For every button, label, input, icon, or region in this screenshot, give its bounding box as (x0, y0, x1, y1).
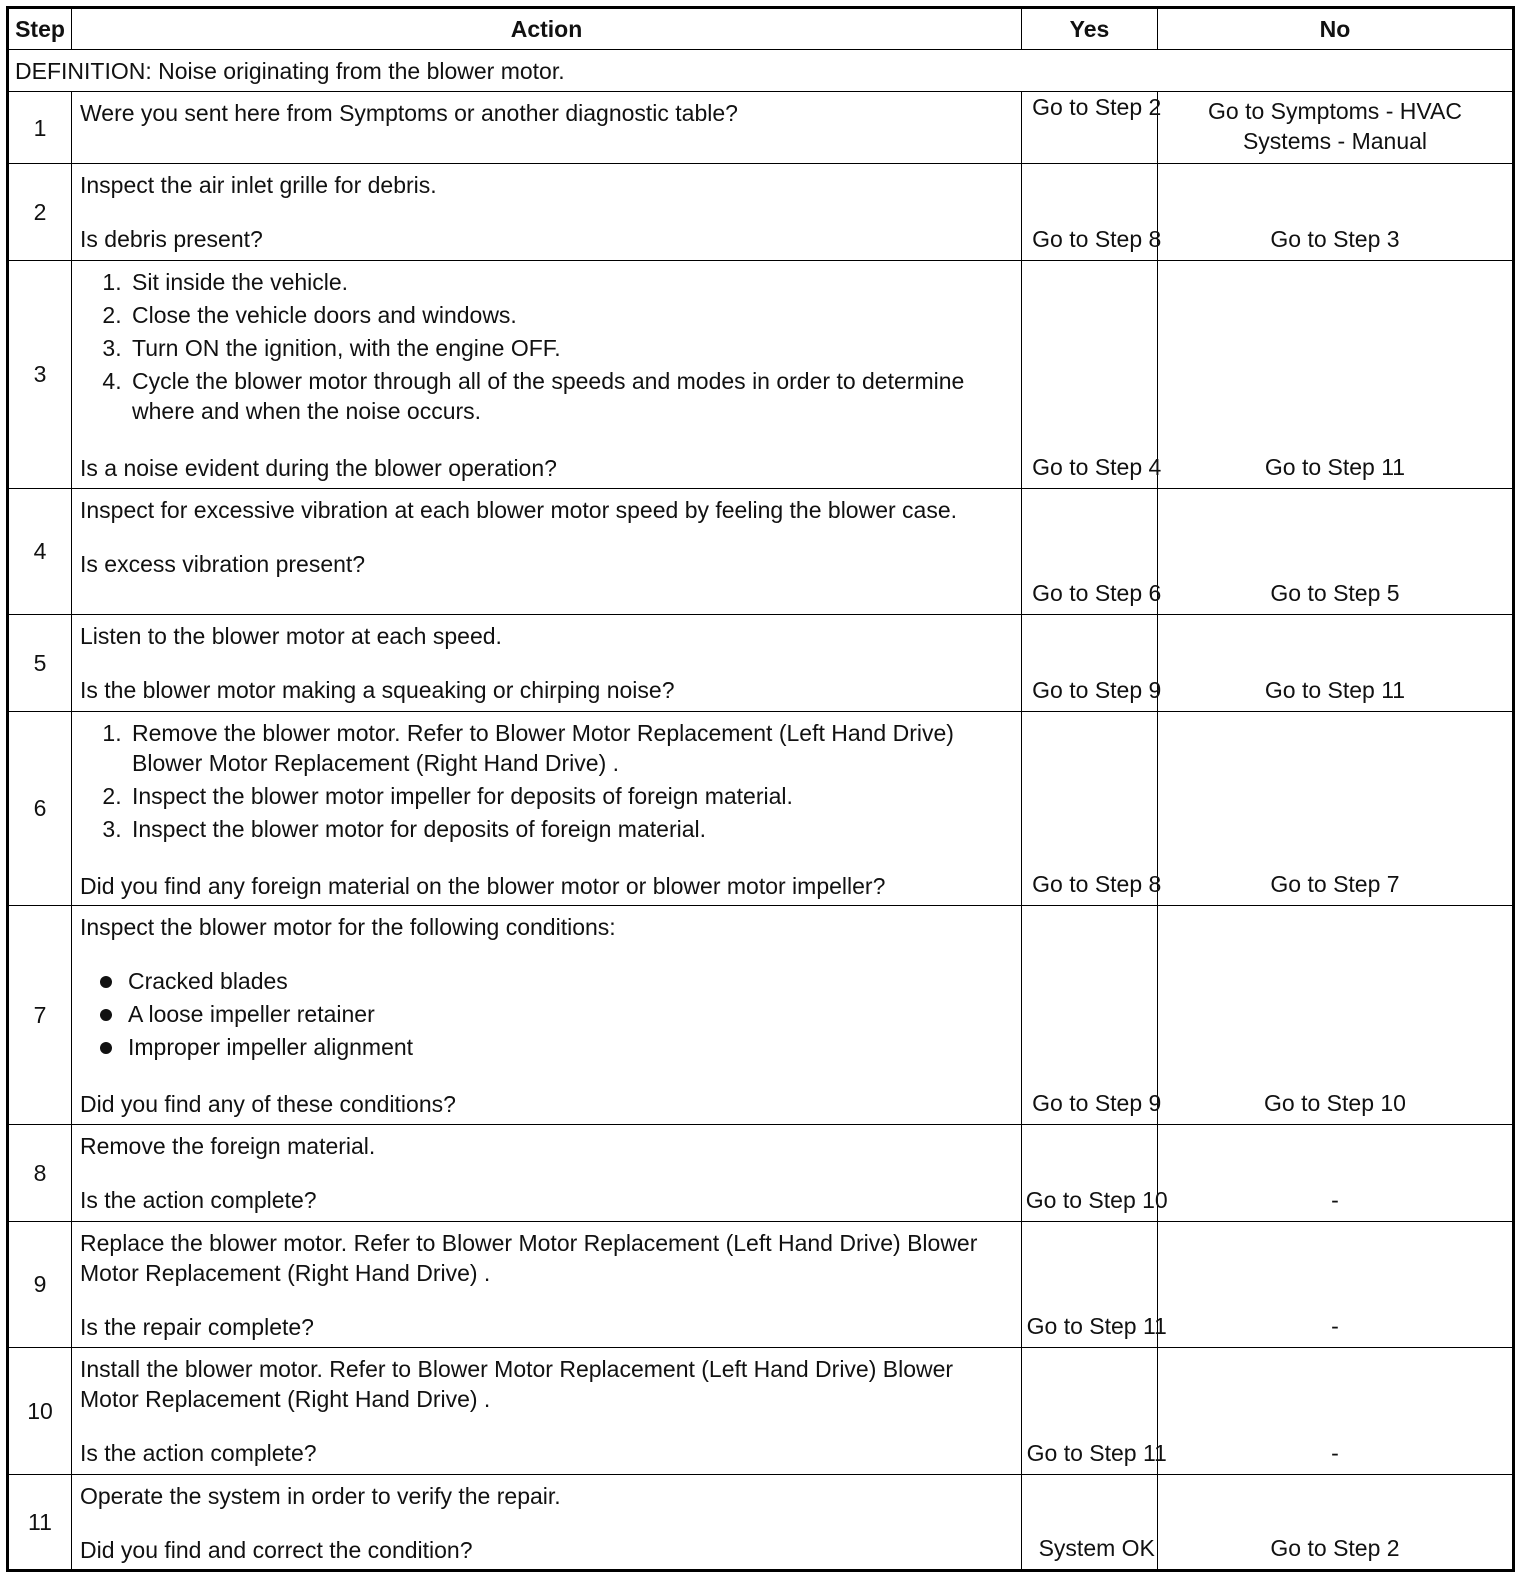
spacer (80, 525, 1013, 549)
yes-cell (1022, 260, 1162, 488)
table-row (8, 1474, 1514, 1570)
action-cell (72, 1221, 1022, 1347)
action-cell (72, 1125, 1022, 1221)
condition-item: Improper impeller alignment (128, 1032, 1013, 1062)
table-row (8, 1348, 1514, 1474)
action-cell (72, 615, 1022, 711)
no-action: - (1158, 1221, 1514, 1347)
procedure-step: 4. Cycle the blower motor through all of the speeds and modes in order to determine where and when the noise occurs. (128, 366, 1013, 426)
procedure-step: 1. Sit inside the vehicle. (128, 267, 1013, 297)
step-number: 5 (8, 615, 72, 711)
procedure-step: 3. Turn ON the ignition, with the engine OFF. (128, 333, 1013, 363)
yes-cell (1022, 711, 1162, 906)
spacer (80, 1414, 1013, 1438)
action-text: Inspect the air inlet grille for debris. (80, 172, 437, 199)
action-text: Were you sent here from Symptoms or another diagnostic table? (80, 100, 738, 127)
yes-action: Go to Step 4 (1032, 453, 1162, 480)
yes-action: Go to Step 6 (1032, 580, 1162, 607)
step-number: 2 (8, 164, 72, 260)
no-action: Go to Step 7 (1158, 711, 1514, 906)
question-text: Did you find and correct the condition? (80, 1536, 473, 1563)
table-row (8, 488, 1514, 614)
header-step: Step (8, 8, 72, 50)
step-number: 3 (8, 260, 72, 488)
yes-action: Go to Step 2 (1032, 94, 1162, 121)
yes-cell (1022, 488, 1162, 614)
no-action: Go to Step 5 (1158, 488, 1514, 614)
procedure-step: 2. Inspect the blower motor impeller for deposits of foreign material. (128, 781, 1013, 811)
table-row (8, 906, 1514, 1125)
action-text: Inspect the blower motor for the following conditions: (80, 914, 616, 941)
definition-text: DEFINITION: Noise originating from the blower motor. (8, 50, 1514, 92)
question-text: Did you find any foreign material on the blower motor or blower motor impeller? (80, 872, 886, 899)
no-action: Go to Step 10 (1158, 906, 1514, 1125)
yes-cell (1022, 1221, 1167, 1347)
action-cell (72, 1348, 1022, 1474)
header-yes: Yes (1022, 8, 1158, 50)
yes-action: Go to Step 10 (1025, 1186, 1168, 1213)
question-text: Is the blower motor making a squeaking or chirping noise? (80, 677, 675, 704)
question-text: Is excess vibration present? (80, 550, 366, 577)
yes-cell (1022, 1474, 1158, 1570)
condition-list (80, 966, 1013, 1062)
question-text: Is debris present? (80, 226, 263, 253)
action-cell (72, 92, 1022, 164)
no-action: Go to Step 3 (1158, 164, 1514, 260)
header-no: No (1158, 8, 1514, 50)
spacer (80, 200, 1013, 224)
header-row (8, 8, 1514, 50)
table-row (8, 615, 1514, 711)
question-text: Is a noise evident during the blower operation? (80, 454, 557, 481)
condition-item: A loose impeller retainer (128, 999, 1013, 1029)
yes-action: Go to Step 11 (1026, 1439, 1167, 1466)
definition-row (8, 50, 1514, 92)
yes-action: Go to Step 9 (1032, 676, 1162, 703)
action-cell (72, 260, 1022, 488)
action-text: Listen to the blower motor at each speed. (80, 623, 502, 650)
procedure-step: 3. Inspect the blower motor for deposits of foreign material. (128, 814, 1013, 844)
no-action: Go to Step 2 (1158, 1474, 1514, 1570)
procedure-step: 1. Remove the blower motor. Refer to Blower Motor Replacement (Left Hand Drive) Blower Motor Replacement (Right Hand Drive) . (128, 718, 1013, 778)
question-text: Is the action complete? (80, 1440, 317, 1467)
spacer (80, 1161, 1013, 1185)
table-row (8, 1125, 1514, 1221)
step-number: 10 (8, 1348, 72, 1474)
step-number: 1 (8, 92, 72, 164)
yes-action: Go to Step 11 (1026, 1313, 1167, 1340)
step-number: 4 (8, 488, 72, 614)
step-number: 7 (8, 906, 72, 1125)
action-cell (72, 488, 1022, 614)
action-text: Install the blower motor. Refer to Blower Motor Replacement (Left Hand Drive) Blower Motor Replacement (Right Hand Drive) . (80, 1356, 954, 1413)
header-action: Action (72, 8, 1022, 50)
action-cell (72, 906, 1022, 1125)
table-row (8, 1221, 1514, 1347)
yes-action: System OK (1038, 1535, 1155, 1561)
no-action: - (1158, 1125, 1514, 1221)
spacer (80, 942, 1013, 966)
spacer (80, 429, 1013, 453)
yes-cell (1022, 615, 1162, 711)
action-cell (72, 164, 1022, 260)
yes-cell (1022, 164, 1162, 260)
spacer (80, 1288, 1013, 1312)
yes-cell (1022, 1125, 1168, 1221)
procedure-list (80, 267, 1013, 426)
action-text: Operate the system in order to verify the repair. (80, 1482, 561, 1509)
procedure-list (80, 718, 1013, 844)
spacer (80, 651, 1013, 675)
no-action: Go to Step 11 (1158, 615, 1514, 711)
yes-action: Go to Step 9 (1032, 1090, 1162, 1117)
yes-action: Go to Step 8 (1032, 225, 1162, 252)
question-text: Is the repair complete? (80, 1313, 314, 1340)
step-number: 9 (8, 1221, 72, 1347)
step-number: 11 (8, 1474, 72, 1570)
procedure-step: 2. Close the vehicle doors and windows. (128, 300, 1013, 330)
question-text: Is the action complete? (80, 1187, 317, 1214)
spacer (80, 1065, 1013, 1089)
spacer (80, 847, 1013, 871)
no-action: Go to Symptoms - HVAC Systems - Manual (1158, 92, 1514, 164)
step-number: 8 (8, 1125, 72, 1221)
no-action: - (1158, 1348, 1514, 1474)
action-cell (72, 711, 1022, 906)
diagnostic-table (6, 6, 1515, 1572)
spacer (80, 1511, 1013, 1535)
question-text: Did you find any of these conditions? (80, 1091, 456, 1118)
table-row (8, 164, 1514, 260)
yes-cell (1022, 1348, 1167, 1474)
yes-cell (1022, 92, 1162, 164)
no-action: Go to Step 11 (1158, 260, 1514, 488)
table-row (8, 711, 1514, 906)
condition-item: Cracked blades (128, 966, 1013, 996)
action-cell (72, 1474, 1022, 1570)
action-text: Inspect for excessive vibration at each blower motor speed by feeling the blower case. (80, 496, 958, 523)
table-row (8, 260, 1514, 488)
step-number: 6 (8, 711, 72, 906)
yes-action: Go to Step 8 (1032, 871, 1162, 898)
action-text: Remove the foreign material. (80, 1133, 376, 1160)
table-row (8, 92, 1514, 164)
action-text: Replace the blower motor. Refer to Blower Motor Replacement (Left Hand Drive) Blower Motor Replacement (Right Hand Drive) . (80, 1229, 978, 1286)
yes-cell (1022, 906, 1162, 1125)
